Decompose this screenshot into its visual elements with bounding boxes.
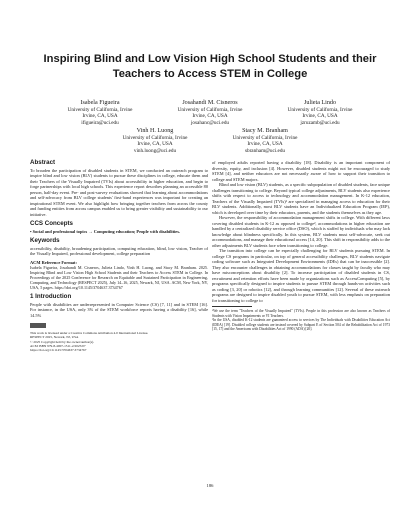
footnote-divider	[212, 306, 252, 307]
body-paragraph: The transition into college can be especially challenging for BLV students pursuing STEM. In college CS programs in particular, on top of general accessibility challenges, BLV students navigate coding software such as Integrated Development Environments (IDEs) that can be inaccessible [2]. They also encounter challenges in obtaining accommodations for classes taught by faculty who may have misconceptions about disability [2]. To increase participation of disabled students in CS, recruitment and retention efforts have been made by organizations such as AccessComputing [5], by programs specifically designed to inspire students to pursue STEM through hands-on activities such as coding [3, 20] or robotics [12], and through learning communities [12]. Several of these outreach programs are designed to inspire disabled youth to pursue STEM, with less emphasis on preparation for transitioning to college to	[212, 248, 390, 303]
author-location: Irvine, CA, USA	[192, 113, 228, 120]
author-affiliation: University of California, Irvine	[177, 106, 243, 113]
body-paragraph: Blind and low vision (BLV) students, as a specific subpopulation of disabled students, face unique challenges transitioning to college. Beyond typical college adjustments, BLV students also experience shifts with respect to access to technology and accommodation management. In K-12 education, Teachers of the Visually Impaired (TVIs)¹ are specialized in managing access to education for their BLV students. Additionally, most BLV students have an Individualized Education Program (IEP), which is developed over time by their educators, parents, and the students themselves as they age.	[212, 182, 390, 215]
abstract-text: To broaden the participation of disabled students in STEM, we conducted an outreach program to inspire blind and low vision (BLV) students to pursue these disciplines in college, educate them and their Teachers of the Visually Impaired (TVIs) about accessibility in higher education, and begin to forge partnerships with local high schools. This experience report describes planning an accessible 80 person, half-day event. Pre- and post-survey evaluations showed that learning about accommodations and self-advocacy from BLV college students' first-hand experiences was important for creating an inspirational STEM event. We also highlight how bringing together teachers from across the county and funding entities from across campus enabled us to bring greater visibility and sustainability to our initiative.	[30, 167, 208, 217]
author-block	[40, 100, 160, 126]
keywords-text: accessibility, disability, broadening participation, computing education, blind, low vision, Teacher of the Visually Impaired, professional development, college preparation	[30, 245, 208, 256]
author-email: jzruzamb@uci.edu	[300, 119, 340, 126]
author-block	[260, 100, 380, 126]
author-email: ifigueira@uci.edu	[81, 119, 119, 126]
author-name: Isabela Figueira	[80, 100, 120, 106]
paper-title: Inspiring Blind and Low Vision High School Students and their Teachers to Access STEM in College	[43, 53, 377, 80]
author-location: Irvine, CA, USA	[82, 113, 118, 120]
author-name: Josahandi M. Cisneros	[182, 100, 238, 106]
author-name: Julieta Lindo	[304, 100, 336, 106]
author-block	[150, 100, 270, 126]
ccs-concepts: • Social and professional topics → Computing education; People with disabilities.	[30, 228, 180, 234]
acm-ref-heading: ACM Reference Format:	[30, 259, 77, 265]
introduction-text: People with disabilities are underrepresented in Computer Science (CS) [7, 11] and in STEM [16]. For instance, in the USA, only 3% of the STEM workforce reports having a disability [16], while 14.5%	[30, 301, 208, 318]
footnote-2: ²In the USA, disabled K-12 students are guaranteed access to services by The Individuals with Disabilities Education Act (IDEA) [19]. Disabled college students are instead covered by Subpart E of Section 504 of the Rehabilitation Act of 1973 [15, 17] and the Americans with Disabilities Act of 1990 (ADA) [20].	[212, 318, 390, 331]
author-name: Vinh H. Luong	[136, 128, 174, 134]
creative-commons-icon	[30, 323, 46, 328]
conference-line: RESPECT 2025, Newark, NJ, USA	[30, 335, 79, 340]
author-affiliation: University of California, Irvine	[67, 106, 133, 113]
author-affiliation: University of California, Irvine	[122, 134, 188, 141]
license-text: This work is licensed under a Creative Commons Attribution 4.0 International License.	[30, 330, 149, 335]
author-location: Irvine, CA, USA	[302, 113, 338, 120]
body-paragraph: of employed adults reported having a disability [18]. Disability is an important component of diversity, equity, and inclusion [4]. However, disabled students might not be encouraged to study STEM [4], and neither educators are not necessarily aware of how to support their transition to college and STEM majors.	[212, 160, 390, 182]
right-column	[212, 160, 390, 332]
author-email: josahanc@uci.edu	[190, 119, 230, 126]
ccs-heading: CCS Concepts	[30, 220, 73, 227]
author-affiliation: University of California, Irvine	[287, 106, 353, 113]
author-email: vinh.luong@uci.edu	[133, 147, 177, 154]
footnote-1: ¹We use the term "Teachers of the Visually Impaired" (TVIs). People in this profession are also known as Teachers of Students with Vision Impairments or VI Teachers.	[212, 309, 390, 318]
author-email: sbranham@uci.edu	[244, 147, 286, 154]
author-block	[95, 128, 215, 154]
body-paragraph: However, the responsibility of accommodation management shifts in college. With different laws covering disabled students in K-12 as opposed to college², accommodations in higher education are handled by a centralized disability service office (DSO), which is staffed by individuals who may lack knowledge about blindness specifically. In this system, BLV students must self-advocate, seek out accommodations, and manage their educational access [14, 20]. This shift in responsibility adds to the other adjustments BLV students face when transitioning to college.	[212, 215, 390, 248]
copyright-line: © 2025 Copyright held by the owner/author(s).	[30, 339, 95, 344]
license-block	[30, 323, 208, 352]
page-number: 186	[206, 483, 214, 488]
author-name: Stacy M. Branham	[242, 128, 288, 134]
author-location: Irvine, CA, USA	[137, 141, 173, 148]
abstract-heading: Abstract	[30, 159, 56, 166]
author-block	[205, 128, 325, 154]
left-column	[30, 160, 208, 352]
isbn-line: ACM ISBN 979-8-4007-1511-2/2025/07	[30, 343, 86, 348]
keywords-heading: Keywords	[30, 237, 60, 244]
author-affiliation: University of California, Irvine	[232, 134, 298, 141]
introduction-heading: 1 Introduction	[30, 293, 72, 301]
doi-link[interactable]: https://doi.org/10.1145/3704637.3734767	[30, 348, 87, 353]
acm-reference: Isabela Figueira, Josahandi M. Cisneros, Julieta Lindo, Vinh H. Luong, and Stacy M. Branham. 2025. Inspiring Blind and Low Vision High School Students and their Teachers to Access STEM in College. In Proceedings of the 2025 Conference for Research on Equitable and Sustained Participation in Engineering, Computing, and Technology (RESPECT 2025), July 14–16, 2025, Newark, NJ, USA. ACM, New York, NY, USA, 5 pages. https://doi.org/10.1145/3704637.3734767	[30, 265, 208, 291]
author-location: Irvine, CA, USA	[247, 141, 283, 148]
